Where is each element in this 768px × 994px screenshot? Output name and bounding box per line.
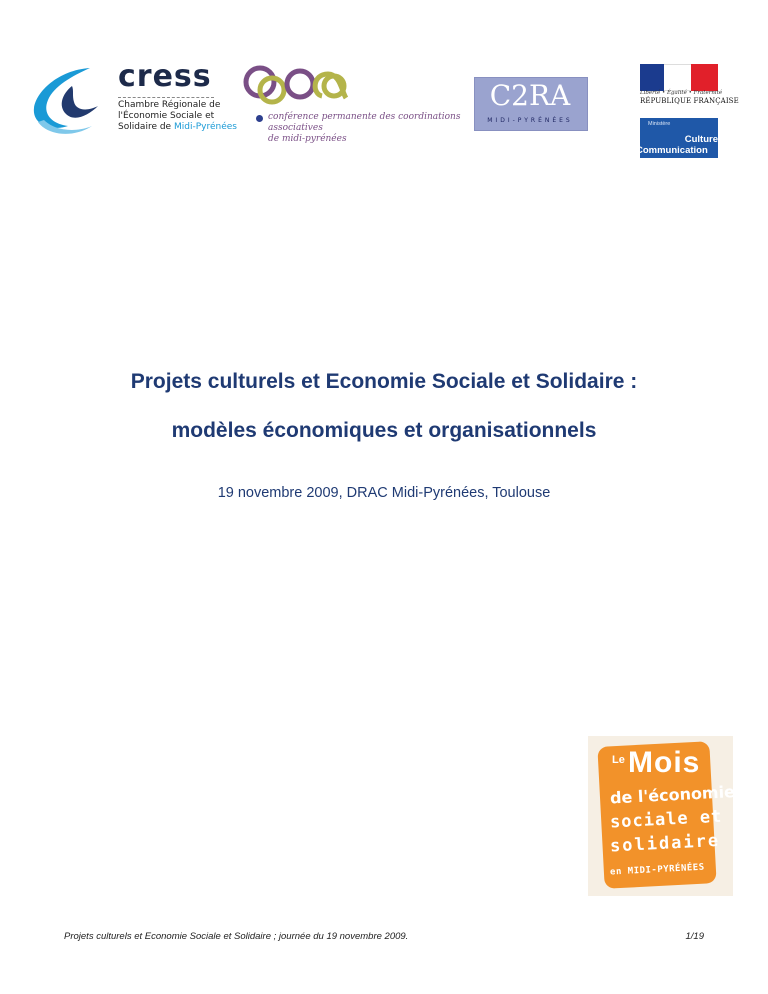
- cpca-line-1: conférence permanente des coordinations associatives: [268, 112, 461, 133]
- mois-line-2: sociale et: [609, 806, 723, 833]
- cress-line-3-highlight: Midi-Pyrénées: [173, 122, 237, 132]
- cpca-caption: [268, 112, 478, 145]
- republique-name: RÉPUBLIQUE FRANÇAISE: [640, 97, 739, 105]
- mois-word: Mois: [628, 746, 701, 779]
- cress-divider: [118, 97, 214, 98]
- ministere-culture: Culture: [684, 134, 718, 145]
- mois-line-4: en MIDI-PYRÉNÉES: [609, 862, 705, 878]
- mois-line-3: solidaire: [609, 830, 721, 857]
- cpca-line-2: de midi-pyrénées: [268, 134, 347, 144]
- cress-wordmark: cress: [118, 59, 212, 94]
- document-title-line-2: modèles économiques et organisationnels: [171, 419, 597, 442]
- c2ra-subtitle: MIDI-PYRÉNÉES: [487, 117, 573, 124]
- page-number: 1/19: [685, 931, 704, 942]
- republique-motto: Liberté • Égalité • Fraternité: [640, 90, 723, 96]
- ministere-label: Ministère: [648, 121, 671, 127]
- mois-line-1: de l'économie: [609, 782, 736, 808]
- cress-line-1: Chambre Régionale de: [118, 100, 221, 110]
- c2ra-title: C2RA: [489, 79, 571, 112]
- footer-text: Projets culturels et Economie Sociale et Solidaire ; journée du 19 novembre 2009.: [64, 931, 409, 942]
- cpca-logo-mark: [242, 64, 362, 110]
- ministere-communication: Communication: [636, 145, 708, 156]
- cpca-bullet-icon: [256, 115, 263, 122]
- cress-line-2: l'Économie Sociale et: [118, 111, 215, 121]
- cress-subtitle: [118, 100, 238, 133]
- document-subtitle: 19 novembre 2009, DRAC Midi-Pyrénées, Toulouse: [217, 485, 551, 501]
- mois-le: Le: [612, 754, 625, 766]
- cress-line-3-prefix: Solidaire de: [118, 122, 174, 132]
- cress-line-3: [118, 122, 238, 133]
- republique-flag-icon: [640, 64, 718, 91]
- document-title-line-1: Projets culturels et Economie Sociale et Solidaire :: [130, 370, 638, 393]
